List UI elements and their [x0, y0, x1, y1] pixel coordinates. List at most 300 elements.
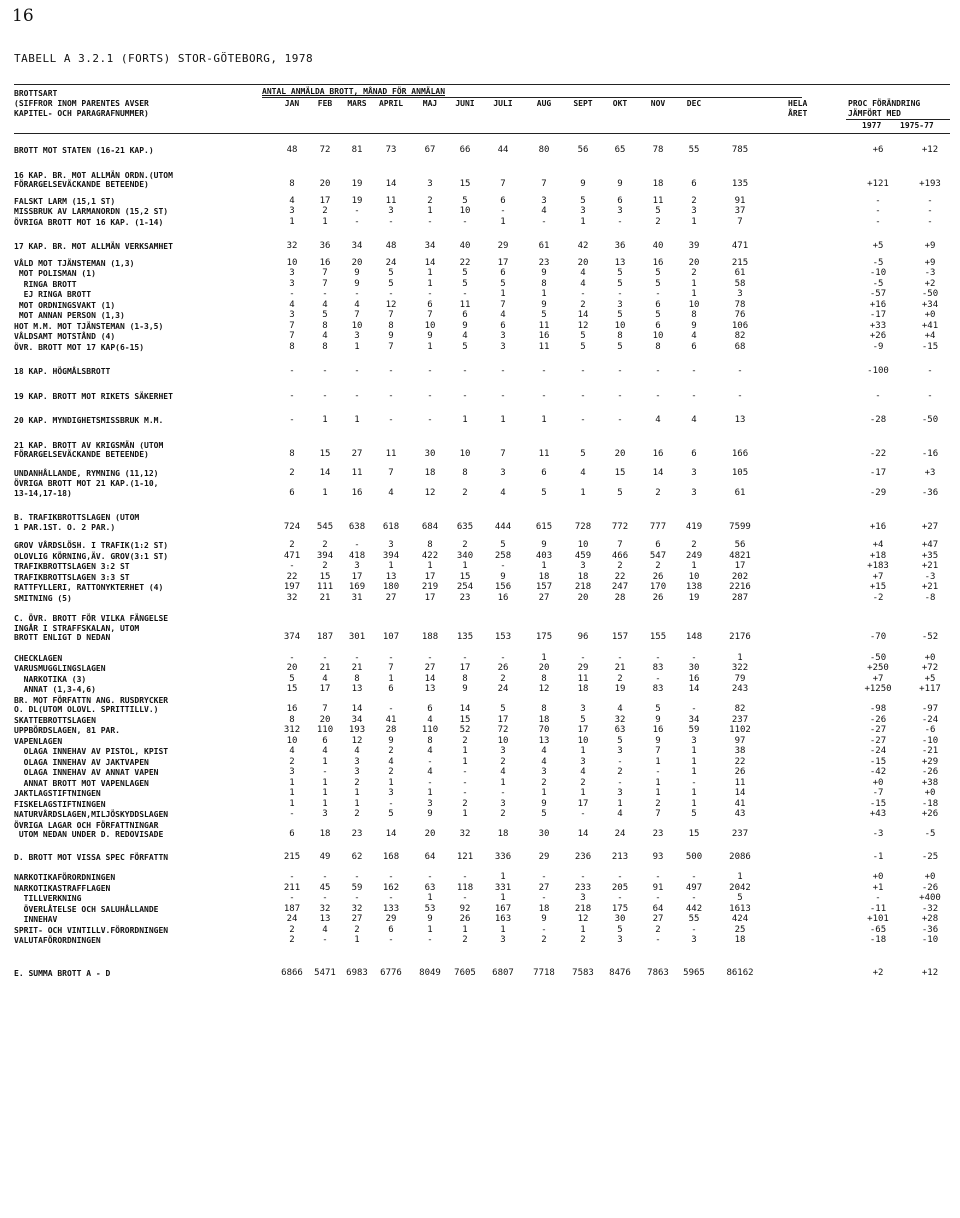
table-cell: - — [427, 872, 433, 882]
table-cell: 5 — [541, 310, 547, 320]
table-cell: - — [322, 872, 328, 882]
table-cell: 287 — [731, 592, 749, 603]
table-cell: -25 — [921, 851, 939, 862]
table-cell: - — [617, 872, 623, 882]
table-cell: - — [388, 415, 394, 425]
table-cell: - — [541, 216, 547, 227]
table-cell: 9 — [541, 798, 547, 809]
table-cell: 9 — [655, 714, 661, 725]
table-cell: 41 — [734, 798, 746, 809]
table-cell: -16 — [921, 449, 939, 459]
table-cell: 11 — [652, 195, 664, 206]
table-cell: 26 — [652, 592, 664, 603]
table-cell: - — [427, 216, 433, 227]
table-cell: 4821 — [729, 550, 751, 561]
table-cell: - — [875, 893, 881, 903]
table-cell: 4 — [322, 746, 328, 756]
table-cell: - — [617, 289, 623, 299]
table-cell: - — [462, 777, 468, 788]
table-cell: 3 — [500, 341, 506, 352]
table-cell: 2 — [322, 206, 328, 216]
table-cell: 9 — [354, 268, 360, 278]
table-cell: 7 — [388, 663, 394, 673]
table-cell: 8 — [289, 714, 295, 725]
table-cell: 18 — [538, 714, 550, 725]
table-cell: -65 — [869, 924, 887, 935]
table-cell: 8 — [691, 310, 697, 320]
table-cell: - — [655, 767, 661, 777]
table-cell: 3 — [289, 206, 295, 216]
table-cell: 30 — [688, 663, 700, 673]
row-label: MISSBRUK AV LARMANORDN (15,2 ST) — [14, 207, 169, 216]
table-cell: 6 — [427, 704, 433, 714]
table-cell: 14 — [459, 704, 471, 714]
table-cell: 24 — [385, 257, 397, 268]
table-cell: 1 — [322, 756, 328, 767]
header-month-maj: MAJ — [422, 99, 438, 108]
table-cell: - — [354, 872, 360, 882]
table-cell: 4 — [580, 278, 586, 289]
table-cell: 5 — [462, 268, 468, 278]
row-label: ANNAT BROTT MOT VAPENLAGEN — [14, 778, 149, 788]
table-cell: 5 — [541, 809, 547, 819]
table-cell: -97 — [921, 704, 939, 714]
table-cell: 14 — [351, 704, 363, 714]
table-cell: +26 — [921, 809, 939, 819]
table-cell: 48 — [286, 145, 298, 155]
row-label: E. SUMMA BROTT A - D — [14, 968, 111, 978]
table-cell: 64 — [424, 851, 436, 862]
table-cell: 2 — [289, 540, 295, 550]
table-cell: 97 — [734, 735, 746, 746]
table-cell: 5 — [500, 278, 506, 289]
row-label: TRAFIKBROTTSLAGEN 3:3 ST — [14, 572, 130, 582]
table-cell: 30 — [538, 829, 550, 839]
table-cell: +5 — [924, 673, 936, 684]
table-cell: +4 — [924, 331, 936, 341]
table-cell: 16 — [497, 592, 509, 603]
table-cell: 3 — [388, 788, 394, 798]
table-cell: 3 — [354, 756, 360, 767]
table-cell: 322 — [731, 663, 749, 673]
table-cell: +16 — [869, 521, 887, 532]
header-left-line-2: (SIFFROR INOM PARENTES AVSER — [14, 99, 149, 108]
table-cell: 81 — [351, 145, 363, 155]
table-cell: 1 — [354, 341, 360, 352]
table-cell: 20 — [577, 257, 589, 268]
table-cell: 4 — [500, 310, 506, 320]
table-cell: 2 — [427, 195, 433, 206]
table-cell: 155 — [649, 632, 667, 642]
table-cell: 5 — [388, 809, 394, 819]
table-cell: 3 — [617, 206, 623, 216]
table-cell: +5 — [872, 241, 884, 251]
row-label: OLOVLIG KÖRNING,ÄV. GROV(3:1 ST) — [14, 551, 169, 561]
table-cell: 15 — [319, 571, 331, 582]
table-cell: 254 — [456, 582, 474, 592]
table-cell: 1 — [580, 746, 586, 756]
table-cell: - — [388, 893, 394, 903]
table-cell: - — [354, 206, 360, 216]
table-cell: +15 — [869, 582, 887, 592]
table-cell: 4 — [388, 487, 394, 498]
table-cell: 23 — [459, 592, 471, 603]
table-cell: 1 — [691, 278, 697, 289]
table-cell: 1 — [691, 798, 697, 809]
table-cell: 1 — [737, 652, 743, 663]
table-cell: 188 — [421, 632, 439, 642]
row-label: NATURVÅRDSLAGEN,MILJÖSKYDDSLAGEN — [14, 810, 169, 819]
table-cell: 6 — [691, 449, 697, 459]
table-cell: 3 — [500, 331, 506, 341]
table-cell: - — [500, 366, 506, 376]
row-label: O. DL(UTOM OLOVL. SPRITTILLV.) — [14, 705, 159, 714]
table-cell: 1 — [541, 415, 547, 425]
table-cell: 24 — [614, 829, 626, 839]
table-cell: 4 — [617, 809, 623, 819]
table-cell: 105 — [731, 467, 749, 478]
table-cell: 16 — [319, 257, 331, 268]
table-cell: 7 — [289, 320, 295, 331]
row-label: OLAGA INNEHAV AV ANNAT VAPEN — [14, 768, 159, 777]
table-cell: 471 — [731, 241, 749, 251]
row-label: NARKOTIKAFÖRORDNINGEN — [14, 873, 116, 882]
row-label: BROTT MOT STATEN (16-21 KAP.) — [14, 146, 154, 155]
table-cell: -8 — [924, 592, 936, 603]
table-cell: 418 — [348, 550, 366, 561]
table-cell: 9 — [617, 179, 623, 189]
table-cell: - — [617, 216, 623, 227]
table-cell: 4 — [580, 767, 586, 777]
table-cell: 82 — [734, 331, 746, 341]
table-cell: 29 — [497, 241, 509, 251]
table-cell: - — [388, 216, 394, 227]
table-cell: - — [875, 390, 881, 401]
table-cell: - — [354, 652, 360, 663]
row-label: FÖRARGELSEVÄCKANDE BETEENDE) — [14, 450, 149, 459]
table-cell: 1 — [541, 561, 547, 571]
table-cell: 17 — [577, 798, 589, 809]
table-cell: 61 — [734, 268, 746, 278]
table-cell: 2 — [580, 299, 586, 310]
table-cell: +183 — [867, 561, 889, 571]
row-label: INGÅR I STRAFFSKALAN, UTOM — [14, 623, 140, 633]
table-cell: 31 — [351, 592, 363, 603]
table-cell: +0 — [924, 310, 936, 320]
table-cell: 1 — [354, 788, 360, 798]
table-cell: 17 — [351, 571, 363, 582]
row-label: VARUSMUGGLINGSLAGEN — [14, 664, 106, 673]
table-cell: +2 — [924, 278, 936, 289]
table-cell: 93 — [652, 851, 664, 862]
table-cell: 11 — [538, 449, 550, 459]
table-cell: 1 — [427, 893, 433, 903]
table-cell: 16 — [351, 487, 363, 498]
header-proc-line-2: JÄMFÖRT MED — [848, 109, 901, 118]
table-cell: 10 — [577, 540, 589, 550]
table-cell: 2 — [655, 487, 661, 498]
table-cell: 56 — [734, 540, 746, 550]
table-cell: 4 — [289, 299, 295, 310]
table-cell: 32 — [286, 592, 298, 603]
table-cell: 9 — [462, 684, 468, 694]
table-cell: 1 — [541, 788, 547, 798]
table-cell: - — [580, 652, 586, 663]
table-cell: 728 — [574, 521, 592, 532]
table-cell: 4 — [322, 924, 328, 935]
table-cell: - — [500, 652, 506, 663]
table-cell: 26 — [459, 914, 471, 924]
table-cell: 1 — [289, 216, 295, 227]
table-cell: -17 — [869, 467, 887, 478]
table-cell: 8476 — [609, 967, 631, 978]
table-cell: 20 — [286, 663, 298, 673]
table-cell: -57 — [869, 289, 887, 299]
table-cell: 2 — [354, 924, 360, 935]
table-cell: 11 — [538, 341, 550, 352]
table-cell: 1 — [500, 289, 506, 299]
table-cell: - — [580, 390, 586, 401]
table-cell: 8 — [541, 278, 547, 289]
table-cell: 18 — [538, 903, 550, 914]
table-cell: 2 — [388, 746, 394, 756]
table-cell: 3 — [354, 331, 360, 341]
table-cell: 1 — [322, 216, 328, 227]
table-cell: +121 — [867, 179, 889, 189]
header-month-aug: AUG — [536, 99, 552, 108]
table-cell: - — [617, 652, 623, 663]
table-cell: - — [541, 893, 547, 903]
row-label: SPRIT- OCH VINTILLV.FÖRORDNINGEN — [14, 925, 169, 935]
table-cell: 18 — [497, 829, 509, 839]
table-cell: - — [322, 893, 328, 903]
table-cell: 14 — [424, 673, 436, 684]
table-cell: - — [691, 366, 697, 376]
row-label: 1 PAR.1ST. O. 2 PAR.) — [14, 522, 116, 532]
table-cell: 27 — [351, 914, 363, 924]
table-cell: 28 — [385, 725, 397, 735]
row-label: SMITNING (5) — [14, 593, 72, 603]
table-cell: 5 — [617, 310, 623, 320]
table-cell: -5 — [924, 829, 936, 839]
table-cell: 724 — [283, 521, 301, 532]
table-cell: 106 — [731, 320, 749, 331]
table-cell: 2 — [655, 924, 661, 935]
table-cell: 62 — [351, 851, 363, 862]
table-cell: 187 — [283, 903, 301, 914]
table-cell: - — [875, 206, 881, 216]
table-cell: 3 — [580, 704, 586, 714]
table-cell: 2 — [462, 935, 468, 945]
table-cell: - — [580, 415, 586, 425]
row-label: D. BROTT MOT VISSA SPEC FÖRFATTN — [14, 852, 169, 862]
table-cell: - — [388, 652, 394, 663]
table-cell: - — [289, 289, 295, 299]
table-cell: 1 — [462, 561, 468, 571]
table-cell: - — [541, 390, 547, 401]
table-cell: 4 — [500, 487, 506, 498]
table-cell: 1 — [580, 788, 586, 798]
table-cell: 2042 — [729, 882, 751, 893]
table-cell: -21 — [921, 746, 939, 756]
table-cell: 156 — [494, 582, 512, 592]
table-cell: 76 — [734, 310, 746, 320]
table-cell: 3 — [617, 788, 623, 798]
table-cell: 39 — [688, 241, 700, 251]
table-cell: -1 — [872, 851, 884, 862]
table-cell: 4 — [580, 268, 586, 278]
table-cell: 3 — [500, 798, 506, 809]
table-cell: -10 — [869, 268, 887, 278]
row-label: FALSKT LARM (15,1 ST) — [14, 196, 116, 206]
table-cell: 138 — [685, 582, 703, 592]
table-cell: 444 — [494, 521, 512, 532]
table-cell: 3 — [580, 893, 586, 903]
table-cell: 34 — [688, 714, 700, 725]
table-cell: - — [655, 652, 661, 663]
table-cell: 4 — [580, 467, 586, 478]
table-cell: - — [289, 390, 295, 401]
table-cell: 3 — [541, 195, 547, 206]
table-cell: +0 — [924, 788, 936, 798]
table-cell: 5 — [617, 735, 623, 746]
table-cell: 15 — [286, 684, 298, 694]
table-cell: 6807 — [492, 967, 514, 978]
table-cell: - — [322, 366, 328, 376]
table-cell: 24 — [497, 684, 509, 694]
table-cell: +101 — [867, 914, 889, 924]
table-cell: 3 — [354, 561, 360, 571]
table-cell: 28 — [614, 592, 626, 603]
table-cell: -6 — [924, 725, 936, 735]
table-cell: +0 — [924, 652, 936, 663]
table-cell: 10 — [652, 331, 664, 341]
table-cell: 2 — [580, 777, 586, 788]
table-cell: - — [541, 366, 547, 376]
table-cell: 336 — [494, 851, 512, 862]
row-label: OLAGA INNEHAV AV PISTOL, KPIST — [14, 747, 169, 756]
table-cell: 73 — [385, 145, 397, 155]
table-cell: 6 — [655, 320, 661, 331]
table-cell: -100 — [867, 366, 889, 376]
table-cell: 1 — [462, 746, 468, 756]
table-cell: 243 — [731, 684, 749, 694]
table-cell: 29 — [385, 914, 397, 924]
table-cell: 2 — [617, 673, 623, 684]
table-cell: 4 — [655, 415, 661, 425]
table-cell: 6 — [655, 540, 661, 550]
table-cell: 7863 — [647, 967, 669, 978]
table-cell: 16 — [652, 257, 664, 268]
table-cell: 1 — [500, 415, 506, 425]
table-cell: 5 — [691, 809, 697, 819]
table-cell: 8 — [541, 673, 547, 684]
table-cell: 26 — [497, 663, 509, 673]
table-cell: -18 — [921, 798, 939, 809]
table-cell: 30 — [424, 449, 436, 459]
table-cell: 3 — [388, 540, 394, 550]
table-cell: +400 — [919, 893, 941, 903]
table-cell: 3 — [617, 746, 623, 756]
table-cell: 53 — [424, 903, 436, 914]
table-cell: +33 — [869, 320, 887, 331]
table-cell: 92 — [459, 903, 471, 914]
table-cell: 17 — [577, 725, 589, 735]
table-cell: - — [322, 652, 328, 663]
table-cell: +2 — [872, 967, 884, 978]
table-cell: 111 — [316, 582, 334, 592]
table-cell: 19 — [351, 195, 363, 206]
table-cell: - — [691, 652, 697, 663]
table-cell: 42 — [577, 241, 589, 251]
table-cell: - — [289, 809, 295, 819]
table-cell: +193 — [919, 179, 941, 189]
table-cell: -27 — [869, 725, 887, 735]
table-cell: 218 — [574, 903, 592, 914]
table-cell: - — [655, 366, 661, 376]
table-cell: 153 — [494, 632, 512, 642]
table-cell: +35 — [921, 550, 939, 561]
table-cell: 5 — [655, 206, 661, 216]
table-cell: 2 — [500, 756, 506, 767]
table-cell: 12 — [351, 735, 363, 746]
table-cell: 13 — [385, 571, 397, 582]
table-cell: 6866 — [281, 967, 303, 978]
row-label: MOT ANNAN PERSON (1,3) — [14, 311, 125, 320]
table-cell: 7 — [737, 216, 743, 227]
table-cell: 2 — [655, 216, 661, 227]
table-cell: 5 — [388, 268, 394, 278]
table-cell: 9 — [427, 914, 433, 924]
table-cell: - — [289, 561, 295, 571]
table-cell: 1 — [427, 788, 433, 798]
table-cell: 202 — [731, 571, 749, 582]
row-label: SKATTEBROTTSLAGEN — [14, 715, 96, 725]
table-cell: 1 — [462, 756, 468, 767]
table-cell: 34 — [351, 714, 363, 725]
table-cell: 7 — [500, 449, 506, 459]
table-cell: 1 — [737, 872, 743, 882]
table-cell: 16 — [688, 673, 700, 684]
table-cell: 9 — [691, 320, 697, 331]
table-cell: 91 — [652, 882, 664, 893]
table-cell: - — [691, 390, 697, 401]
row-label: ÖVRIGA BROTT MOT 16 KAP. (1-14) — [14, 217, 164, 227]
table-cell: 3 — [322, 809, 328, 819]
table-cell: 2216 — [729, 582, 751, 592]
table-cell: 5 — [388, 278, 394, 289]
table-cell: 471 — [283, 550, 301, 561]
table-cell: 5 — [655, 310, 661, 320]
table-cell: 459 — [574, 550, 592, 561]
table-cell: - — [655, 390, 661, 401]
row-label: 19 KAP. BROTT MOT RIKETS SÄKERHET — [14, 391, 173, 401]
table-cell: 5 — [462, 278, 468, 289]
table-cell: - — [655, 289, 661, 299]
table-cell: 2086 — [729, 851, 751, 862]
table-cell: 17 — [424, 571, 436, 582]
table-cell: 1 — [354, 798, 360, 809]
table-cell: - — [388, 704, 394, 714]
table-cell: 36 — [319, 241, 331, 251]
table-cell: 1102 — [729, 725, 751, 735]
table-cell: 785 — [731, 145, 749, 155]
table-cell: 8049 — [419, 967, 441, 978]
table-cell: 23 — [652, 829, 664, 839]
table-cell: 1 — [691, 561, 697, 571]
table-cell: 27 — [385, 592, 397, 603]
table-cell: - — [500, 390, 506, 401]
